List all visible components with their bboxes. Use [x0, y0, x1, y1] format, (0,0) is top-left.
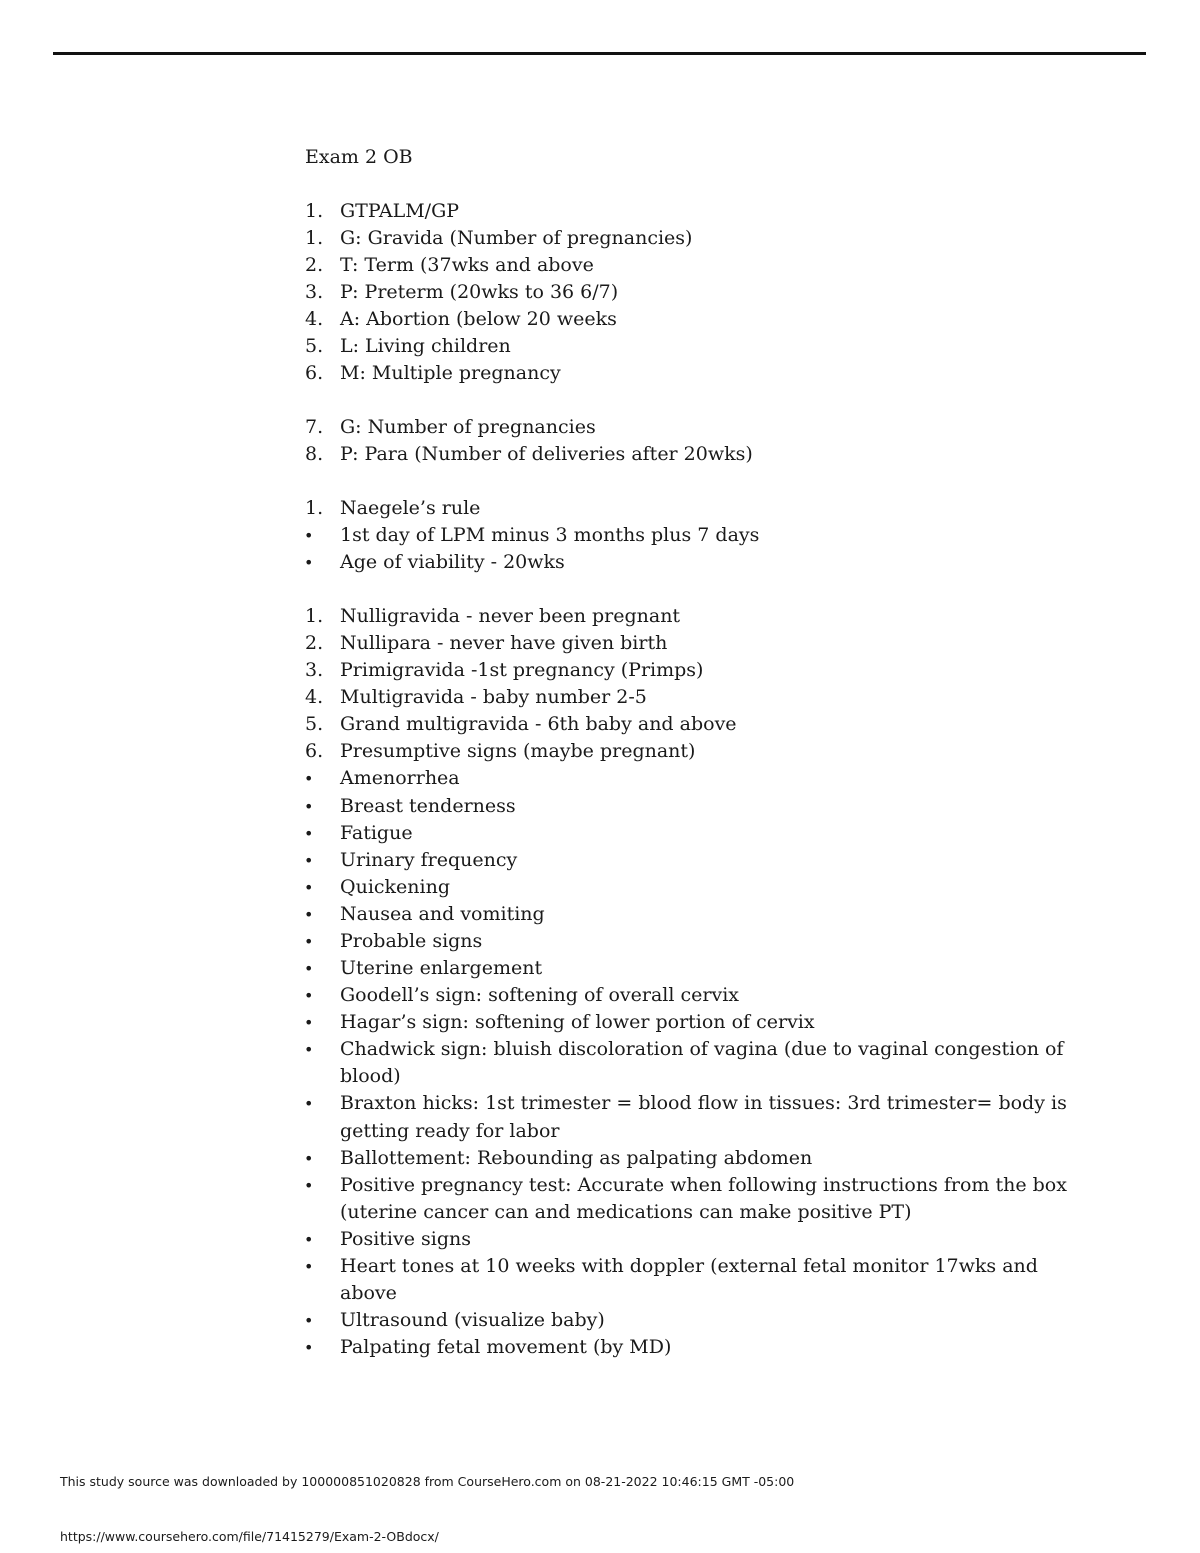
- item-text: Nullipara - never have given birth: [340, 632, 668, 654]
- bullet-marker: •: [304, 824, 314, 843]
- item-text: Positive signs: [340, 1228, 471, 1250]
- bullet-marker: •: [304, 851, 314, 870]
- list-number: 1.: [305, 200, 324, 222]
- item-text: Amenorrhea: [340, 767, 460, 789]
- bullet-marker: •: [304, 1311, 314, 1330]
- footer-url: https://www.coursehero.com/file/71415279/Exam-2-OBdocx/: [60, 1529, 439, 1544]
- item-text: Naegele’s rule: [340, 497, 481, 519]
- bullet-item: [0, 1145, 1200, 1172]
- bullet-item: [0, 928, 1200, 955]
- numbered-item: [0, 603, 1200, 630]
- bullet-item: [0, 847, 1200, 874]
- bullet-marker: •: [304, 553, 314, 572]
- item-text: Urinary frequency: [340, 849, 518, 871]
- bullet-item: [0, 1253, 1200, 1280]
- item-text: P: Preterm (20wks to 36 6/7): [340, 281, 619, 303]
- bullet-item: [0, 982, 1200, 1009]
- bullet-marker: •: [304, 1257, 314, 1276]
- item-text: above: [340, 1282, 397, 1304]
- bullet-item: [0, 549, 1200, 576]
- item-text: G: Gravida (Number of pregnancies): [340, 227, 693, 249]
- numbered-item: [0, 711, 1200, 738]
- item-text: GTPALM/GP: [340, 200, 460, 222]
- item-text: Positive pregnancy test: Accurate when following instructions from the box: [340, 1174, 1067, 1196]
- item-text: Quickening: [340, 876, 451, 898]
- item-text: Fatigue: [340, 822, 413, 844]
- item-text: G: Number of pregnancies: [340, 416, 596, 438]
- item-text: (uterine cancer can and medications can make positive PT): [340, 1201, 912, 1223]
- item-continuation: [0, 1280, 1200, 1307]
- numbered-item: [0, 684, 1200, 711]
- bullet-marker: •: [304, 1149, 314, 1168]
- item-text: Ultrasound (visualize baby): [340, 1309, 605, 1331]
- item-text: Breast tenderness: [340, 795, 516, 817]
- item-continuation: [0, 1118, 1200, 1145]
- numbered-item: [0, 360, 1200, 387]
- item-text: A: Abortion (below 20 weeks: [340, 308, 617, 330]
- list-number: 6.: [305, 740, 324, 762]
- item-text: T: Term (37wks and above: [340, 254, 594, 276]
- bullet-marker: •: [304, 797, 314, 816]
- list-number: 3.: [305, 281, 324, 303]
- bullet-item: [0, 874, 1200, 901]
- item-text: P: Para (Number of deliveries after 20wks): [340, 443, 753, 465]
- bullet-marker: •: [304, 1013, 314, 1032]
- numbered-item: [0, 252, 1200, 279]
- item-text: Chadwick sign: bluish discoloration of vagina (due to vaginal congestion of: [340, 1038, 1064, 1060]
- item-text: getting ready for labor: [340, 1120, 560, 1142]
- bullet-marker: •: [304, 1040, 314, 1059]
- bullet-item: [0, 765, 1200, 792]
- bullet-marker: •: [304, 1094, 314, 1113]
- bullet-item: [0, 955, 1200, 982]
- document-title: Exam 2 OB: [305, 146, 413, 168]
- bullet-marker: •: [304, 878, 314, 897]
- list-number: 5.: [305, 713, 324, 735]
- bullet-marker: •: [304, 1338, 314, 1357]
- item-text: Multigravida - baby number 2-5: [340, 686, 647, 708]
- numbered-item: [0, 414, 1200, 441]
- numbered-item: [0, 441, 1200, 468]
- bullet-marker: •: [304, 526, 314, 545]
- item-text: Nulligravida - never been pregnant: [340, 605, 681, 627]
- list-number: 3.: [305, 659, 324, 681]
- item-text: Hagar’s sign: softening of lower portion of cervix: [340, 1011, 815, 1033]
- item-continuation: [0, 1063, 1200, 1090]
- item-text: Palpating fetal movement (by MD): [340, 1336, 672, 1358]
- list-number: 1.: [305, 227, 324, 249]
- numbered-item: [0, 630, 1200, 657]
- bullet-item: [0, 1036, 1200, 1063]
- bullet-marker: •: [304, 1176, 314, 1195]
- item-text: Nausea and vomiting: [340, 903, 545, 925]
- bullet-item: [0, 1226, 1200, 1253]
- item-text: M: Multiple pregnancy: [340, 362, 561, 384]
- item-text: Ballottement: Rebounding as palpating abdomen: [340, 1147, 813, 1169]
- top-divider: [53, 52, 1146, 55]
- bullet-item: [0, 1090, 1200, 1117]
- item-text: L: Living children: [340, 335, 511, 357]
- list-number: 5.: [305, 335, 324, 357]
- bullet-marker: •: [304, 959, 314, 978]
- numbered-item: [0, 198, 1200, 225]
- list-number: 8.: [305, 443, 324, 465]
- item-text: 1st day of LPM minus 3 months plus 7 days: [340, 524, 760, 546]
- bullet-item: [0, 522, 1200, 549]
- bullet-item: [0, 793, 1200, 820]
- numbered-item: [0, 225, 1200, 252]
- item-text: blood): [340, 1065, 401, 1087]
- list-number: 2.: [305, 254, 324, 276]
- item-text: Uterine enlargement: [340, 957, 543, 979]
- list-number: 1.: [305, 605, 324, 627]
- bullet-marker: •: [304, 1230, 314, 1249]
- item-text: Age of viability - 20wks: [340, 551, 565, 573]
- list-number: 4.: [305, 308, 324, 330]
- list-number: 4.: [305, 686, 324, 708]
- bullet-marker: •: [304, 986, 314, 1005]
- list-number: 6.: [305, 362, 324, 384]
- footer-source-note: This study source was downloaded by 100000851020828 from CourseHero.com on 08-21-2022 10:46:15 GMT -05:00: [60, 1474, 795, 1489]
- numbered-item: [0, 657, 1200, 684]
- bullet-item: [0, 1172, 1200, 1199]
- bullet-item: [0, 1009, 1200, 1036]
- numbered-item: [0, 333, 1200, 360]
- numbered-item: [0, 495, 1200, 522]
- bullet-marker: •: [304, 769, 314, 788]
- bullet-item: [0, 820, 1200, 847]
- bullet-item: [0, 1307, 1200, 1334]
- numbered-item: [0, 738, 1200, 765]
- item-text: Braxton hicks: 1st trimester = blood flow in tissues: 3rd trimester= body is: [340, 1092, 1067, 1114]
- numbered-item: [0, 279, 1200, 306]
- bullet-item: [0, 1334, 1200, 1361]
- item-text: Probable signs: [340, 930, 483, 952]
- list-number: 1.: [305, 497, 324, 519]
- bullet-item: [0, 901, 1200, 928]
- bullet-marker: •: [304, 932, 314, 951]
- item-text: Presumptive signs (maybe pregnant): [340, 740, 696, 762]
- item-text: Heart tones at 10 weeks with doppler (external fetal monitor 17wks and: [340, 1255, 1038, 1277]
- list-number: 7.: [305, 416, 324, 438]
- bullet-marker: •: [304, 905, 314, 924]
- item-text: Primigravida -1st pregnancy (Primps): [340, 659, 704, 681]
- list-number: 2.: [305, 632, 324, 654]
- item-text: Grand multigravida - 6th baby and above: [340, 713, 737, 735]
- item-text: Goodell’s sign: softening of overall cervix: [340, 984, 739, 1006]
- item-continuation: [0, 1199, 1200, 1226]
- numbered-item: [0, 306, 1200, 333]
